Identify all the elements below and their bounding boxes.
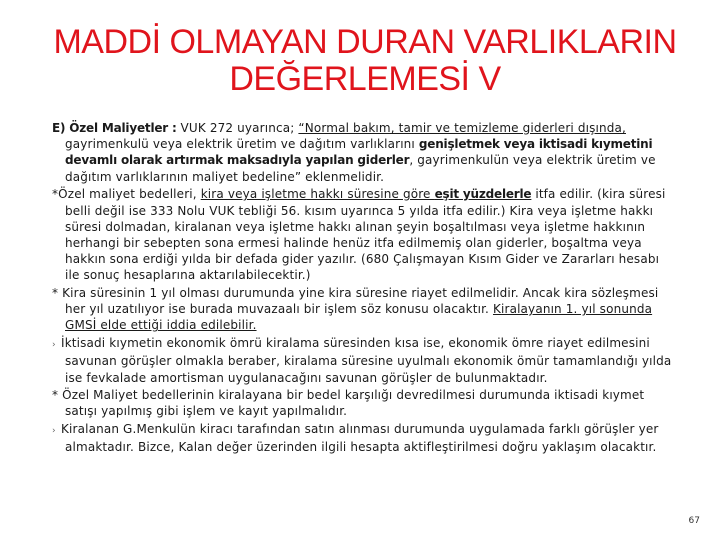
bold-phrase: devamlı olarak artırmak maksadıyla yapılan giderler <box>65 153 410 168</box>
paragraph-devir <box>52 387 712 419</box>
paragraph-ekonomik-omur <box>52 335 712 386</box>
underlined-phrase: Kiralayanın 1. yıl sonunda <box>492 302 653 317</box>
text-run: itfa edilir. (kira süresi <box>531 187 666 202</box>
text-line: almaktadır. Bizce, Kalan değer üzerinden ilgili hesapta aktifleştirilmesi doğru yaklaşım olacaktır. <box>65 440 657 455</box>
section-label: E) Özel Maliyetler : <box>52 121 177 135</box>
bullet-arrow-icon: › <box>52 340 56 351</box>
text-line: * Özel Maliyet bedellerinin kiralayana bir bedel karşılığı devredilmesi durumunda iktisadi kıymet <box>52 388 645 403</box>
text-run: her yıl uzatılıyor ise burada muvazaalı bir işlem söz konusu olacaktır. <box>65 302 493 317</box>
underlined-phrase: kira veya işletme hakkı süresine göre <box>200 187 435 202</box>
text-line: satışı yapılmış gibi işlem ve kayıt yapılmalıdır. <box>65 404 348 419</box>
title-line-2: DEĞERLEMESİ V <box>229 60 501 98</box>
text-line: savunan görüşler olmakla beraber, kiralama süresine uyulmalı ekonomik ömür tamamlandığı yılda <box>65 354 672 369</box>
text-line: ise fevkalade amortisman uygulanacağını savunan görüşler de bulunmaktadır. <box>65 370 548 385</box>
text-run: *Özel maliyet bedelleri, <box>52 187 201 202</box>
title-line-1: MADDİ OLMAYAN DURAN VARLIKLARIN <box>53 23 677 61</box>
text-line: * Kira süresinin 1 yıl olması durumunda yine kira süresine riayet edilmelidir. Ancak kira sözleşmesi <box>52 286 659 301</box>
text-run: VUK 272 uyarınca; <box>176 121 299 135</box>
bold-phrase: genişletmek veya iktisadi kıymetini <box>418 137 653 152</box>
slide-body <box>52 120 712 457</box>
text-line: dağıtım varlıklarının maliyet bedeline” eklenmelidir. <box>65 169 385 184</box>
text-run: , gayrimenkulün veya elektrik üretim ve <box>409 153 656 168</box>
underlined-phrase: GMSİ elde ettiği iddia edilebilir. <box>65 318 257 333</box>
page-number: 67 <box>688 516 700 526</box>
text-run: İktisadi kıymetin ekonomik ömrü kiralama süresinden kısa ise, ekonomik ömre riayet edilmesini <box>61 336 650 351</box>
underlined-quote: “Normal bakım, tamir ve temizleme giderleri dışında, <box>298 121 626 135</box>
paragraph-gmenkul <box>52 421 712 455</box>
text-line: herhangi bir sebepten sona ermesi halinde henüz itfa edilmemiş olan giderler, boşaltma veya <box>65 235 642 250</box>
text-line: belli değil ise 333 Nolu VUK tebliği 56. kısım uyarınca 5 yılda itfa edilir.) Kira veya işletme hakkı <box>65 203 654 218</box>
paragraph-ozel-maliyetler <box>52 120 712 185</box>
text-run: gayrimenkulü veya elektrik üretim ve dağıtım varlıklarını <box>65 137 419 152</box>
bullet-arrow-icon: › <box>52 426 56 437</box>
text-line: hakkın sona erdiği yılda bir defada gider yazılır. (680 Çalışmayan Kısım Gider ve Zararları hesabı <box>65 252 660 267</box>
paragraph-itfa <box>52 186 712 283</box>
text-line: süresi dolmadan, kiralanan veya işletme hakkı alınan şeyin boşaltılması veya işletme hakkının <box>65 219 646 234</box>
slide-title <box>40 24 690 98</box>
paragraph-kira-suresi <box>52 285 712 334</box>
bold-underlined-phrase: eşit yüzdelerle <box>434 187 532 202</box>
text-run: Kiralanan G.Menkulün kiracı tarafından satın alınması durumunda uygulamada farklı görüşler yer <box>61 422 659 437</box>
text-line: ile sonuç hesaplarına aktarılabilecektir.) <box>65 268 311 283</box>
